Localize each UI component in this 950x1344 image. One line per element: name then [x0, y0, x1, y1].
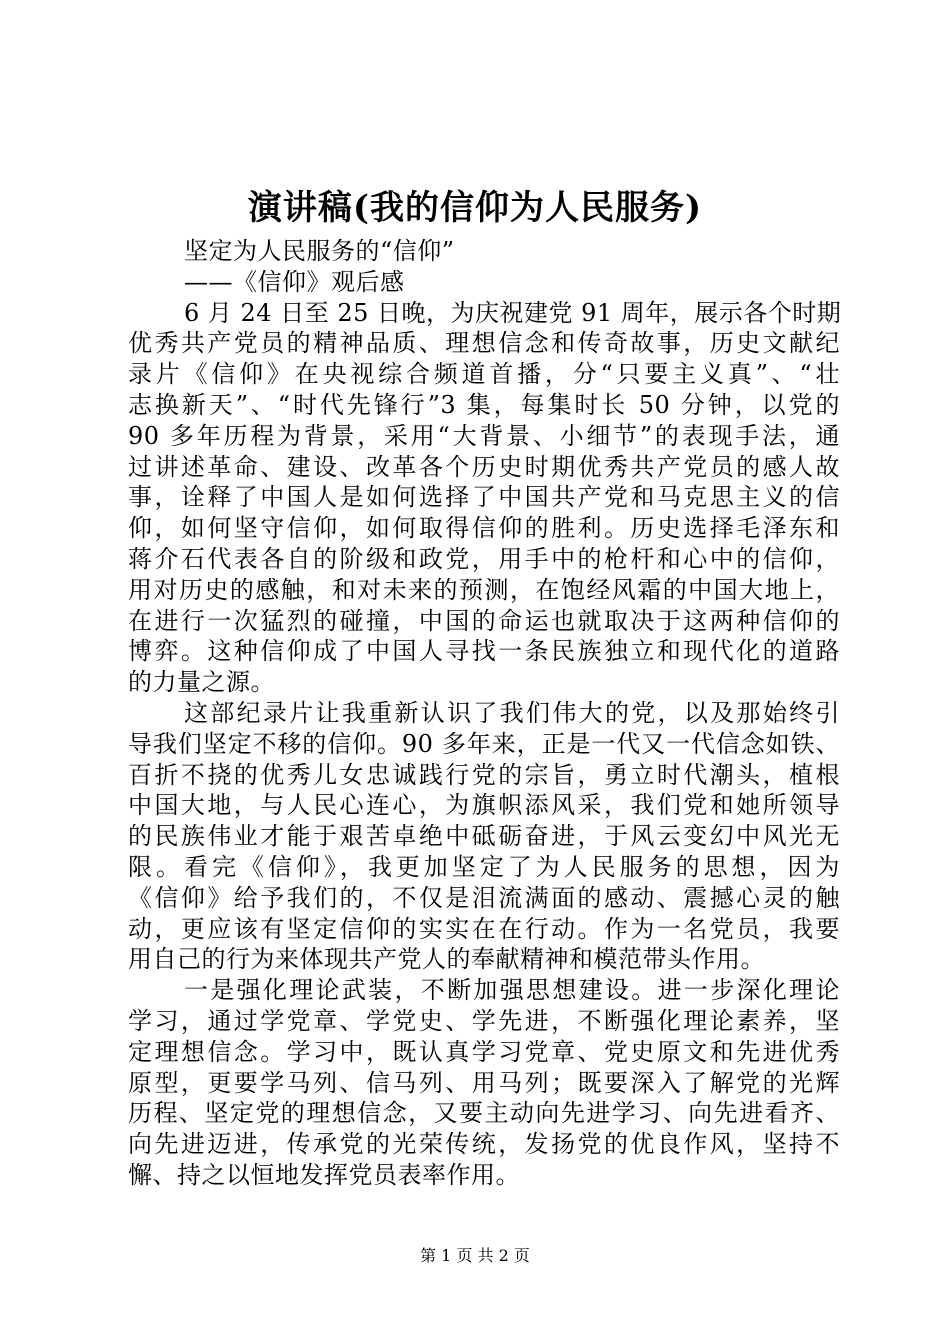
document-body [128, 236, 840, 1191]
body-line: 录片《信仰》在央视综合频道首播，分“只要主义真”、“壮 [128, 360, 840, 389]
body-line: 在进行一次猛烈的碰撞，中国的命运也就取决于这两种信仰的 [128, 606, 840, 635]
body-line: 懈、持之以恒地发挥党员表率作用。 [128, 1160, 520, 1189]
body-line: 向先进迈进，传承党的光荣传统，发扬党的优良作风，坚持不 [128, 1130, 840, 1159]
body-line: 志换新天”、“时代先锋行”3 集，每集时长 50 分钟，以党的 [128, 390, 840, 419]
body-line: 定理想信念。学习中，既认真学习党章、党史原文和先进优秀 [128, 1037, 840, 1066]
body-line: 学习，通过学党章、学党史、学先进，不断强化理论素养，坚 [128, 1006, 840, 1035]
body-line: 仰，如何坚守信仰，如何取得信仰的胜利。历史选择毛泽东和 [128, 514, 840, 543]
body-line: 90 多年历程为背景，采用“大背景、小细节”的表现手法，通 [128, 421, 840, 450]
document-title: 演讲稿(我的信仰为人民服务) [247, 188, 703, 228]
body-line: 6 月 24 日至 25 日晚，为庆祝建党 91 周年，展示各个时期 [184, 298, 842, 327]
page-footer: 第 1 页 共 2 页 [420, 1246, 530, 1265]
body-line: 优秀共产党员的精神品质、理想信念和传奇故事，历史文献纪 [128, 329, 840, 358]
body-line: 博弈。这种信仰成了中国人寻找一条民族独立和现代化的道路 [128, 637, 840, 666]
body-line: 《信仰》给予我们的，不仅是泪流满面的感动、震撼心灵的触 [128, 883, 840, 912]
body-line: 的力量之源。 [128, 668, 275, 697]
body-line: 动，更应该有坚定信仰的实实在在行动。作为一名党员，我要 [128, 914, 840, 943]
body-line: 用自己的行为来体现共产党人的奉献精神和模范带头作用。 [128, 945, 765, 974]
body-line: 原型，更要学马列、信马列、用马列；既要深入了解党的光辉 [128, 1068, 840, 1097]
subtitle-2: ——《信仰》观后感 [184, 267, 405, 296]
body-line: 的民族伟业才能于艰苦卓绝中砥砺奋进，于风云变幻中风光无 [128, 822, 840, 851]
body-line: 中国大地，与人民心连心，为旗帜添风采，我们党和她所领导 [128, 791, 840, 820]
body-line: 这部纪录片让我重新认识了我们伟大的党，以及那始终引 [184, 698, 840, 727]
body-line: 百折不挠的优秀儿女忠诚践行党的宗旨，勇立时代潮头，植根 [128, 760, 840, 789]
body-line: 一是强化理论武装，不断加强思想建设。进一步深化理论 [184, 976, 840, 1005]
body-line: 蒋介石代表各自的阶级和政党，用手中的枪杆和心中的信仰， [128, 544, 840, 573]
body-line: 限。看完《信仰》，我更加坚定了为人民服务的思想，因为 [128, 852, 840, 881]
body-line: 历程、坚定党的理想信念，又要主动向先进学习、向先进看齐、 [128, 1099, 840, 1128]
body-line: 导我们坚定不移的信仰。90 多年来，正是一代又一代信念如铁、 [128, 729, 840, 758]
subtitle: 坚定为人民服务的“信仰” [184, 237, 455, 265]
body-line: 用对历史的感触，和对未来的预测，在饱经风霜的中国大地上， [128, 575, 840, 604]
body-line: 过讲述革命、建设、改革各个历史时期优秀共产党员的感人故 [128, 452, 840, 481]
body-line: 事，诠释了中国人是如何选择了中国共产党和马克思主义的信 [128, 483, 840, 512]
